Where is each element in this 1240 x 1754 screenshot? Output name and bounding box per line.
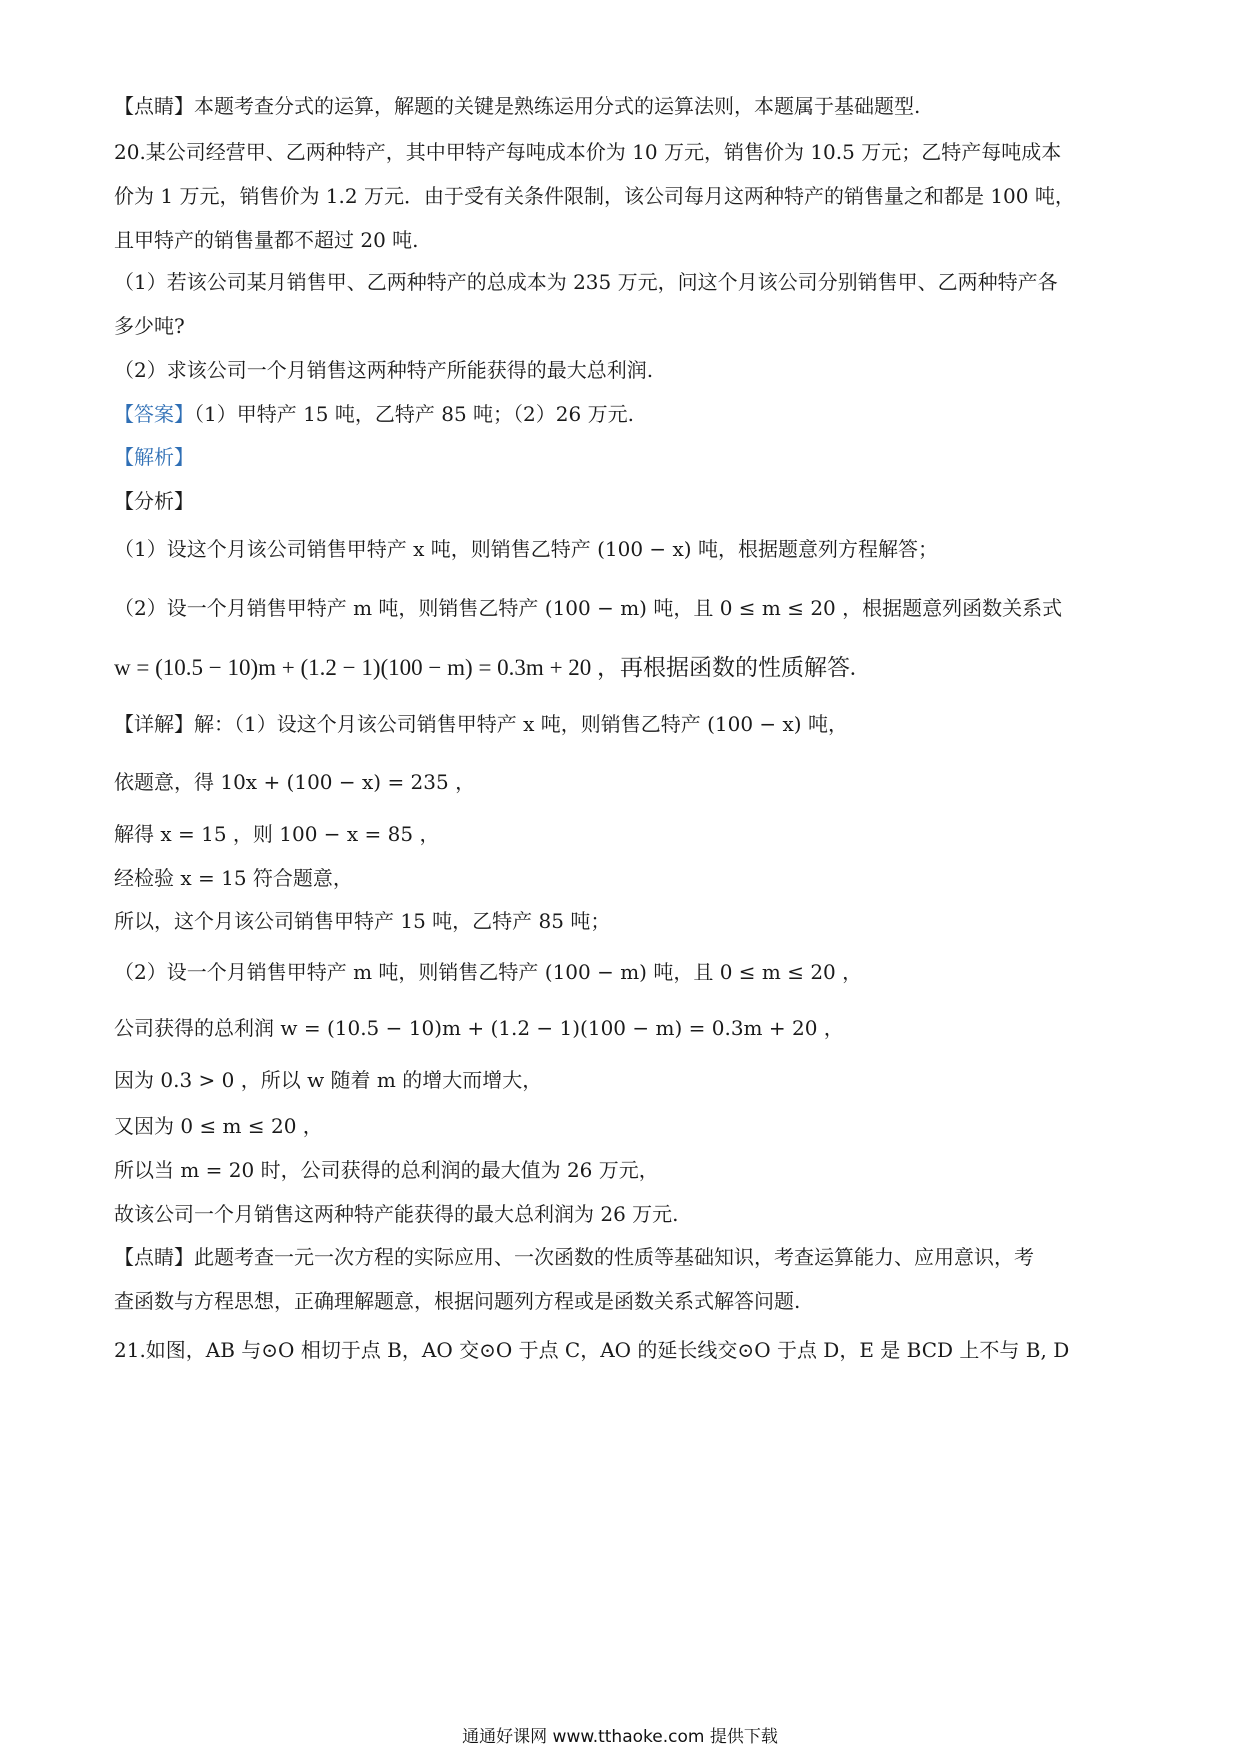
analysis-step-1: （1）设这个月该公司销售甲特产 x 吨，则销售乙特产 (100 − x) 吨，根据题意列方程解答； <box>114 537 938 561</box>
solve-line: 解得 x = 15 ，则 100 − x = 85 ， <box>114 822 440 846</box>
question-20-line-2: 价为 1 万元，销售价为 1.2 万元．由于受有关条件限制，该公司每月这两种特产的销售量之和都是 100 吨， <box>114 184 1075 208</box>
question-21-line-1: 21.如图，AB 与⊙O 相切于点 B，AO 交⊙O 于点 C，AO 的延长线交⊙O 于点 D，E 是 BCD 上不与 B, D <box>114 1338 1070 1362</box>
analysis-label: 【解析】 <box>114 445 194 469</box>
dianjing-line-2: 查函数与方程思想，正确理解题意，根据问题列方程或是函数关系式解答问题. <box>114 1289 801 1313</box>
dianjing-line-1: 【点睛】此题考查一元一次方程的实际应用、一次函数的性质等基础知识，考查运算能力、应用意识，考 <box>114 1245 1034 1269</box>
max-value-line: 所以当 m = 20 时，公司获得的总利润的最大值为 26 万元， <box>114 1158 659 1182</box>
footer-watermark: 通通好课网 www.tthaoke.com 提供下载 <box>462 1727 778 1747</box>
answer-label: 【答案】 <box>114 402 194 426</box>
conclusion-2: 故该公司一个月销售这两种特产能获得的最大总利润为 26 万元. <box>114 1202 679 1226</box>
solution-step-2: （2）设一个月销售甲特产 m 吨，则销售乙特产 (100 − m) 吨，且 0 ≤ m ≤ 20 ， <box>114 960 863 984</box>
part-1-question-cont: 多少吨? <box>114 314 185 338</box>
profit-formula: 公司获得的总利润 w = (10.5 − 10)m + (1.2 − 1)(100 − m) = 0.3m + 20 ， <box>114 1016 844 1040</box>
range-line: 又因为 0 ≤ m ≤ 20 ， <box>114 1114 323 1138</box>
conclusion-1: 所以，这个月该公司销售甲特产 15 吨，乙特产 85 吨； <box>114 909 611 933</box>
solution-step-1: 【详解】解：（1）设这个月该公司销售甲特产 x 吨，则销售乙特产 (100 − x) 吨， <box>114 712 848 736</box>
question-20-line-1: 20.某公司经营甲、乙两种特产，其中甲特产每吨成本价为 10 万元，销售价为 10.5 万元；乙特产每吨成本 <box>114 140 1062 164</box>
text-line: 【点睛】本题考查分式的运算，解题的关键是熟练运用分式的运算法则，本题属于基础题型. <box>114 94 921 118</box>
part-1-question: （1）若该公司某月销售甲、乙两种特产的总成本为 235 万元，问这个月该公司分别销售甲、乙两种特产各 <box>114 270 1058 294</box>
equation-line: 依题意，得 10x + (100 − x) = 235 ， <box>114 770 476 794</box>
monotonic-line: 因为 0.3 > 0 ，所以 w 随着 m 的增大而增大， <box>114 1068 543 1092</box>
answer-line <box>114 400 634 428</box>
function-formula: w = (10.5 − 10)m + (1.2 − 1)(100 − m) = 0.3m + 20 ，再根据函数的性质解答. <box>114 655 856 680</box>
fenxi-label: 【分析】 <box>114 489 194 513</box>
part-2-question: （2）求该公司一个月销售这两种特产所能获得的最大总利润. <box>114 358 654 382</box>
analysis-step-2: （2）设一个月销售甲特产 m 吨，则销售乙特产 (100 − m) 吨，且 0 ≤ m ≤ 20 ，根据题意列函数关系式 <box>114 596 1063 620</box>
answer-text: （1）甲特产 15 吨，乙特产 85 吨；（2）26 万元. <box>194 402 634 426</box>
question-20-line-3: 且甲特产的销售量都不超过 20 吨. <box>114 228 419 252</box>
check-line: 经检验 x = 15 符合题意， <box>114 866 353 890</box>
